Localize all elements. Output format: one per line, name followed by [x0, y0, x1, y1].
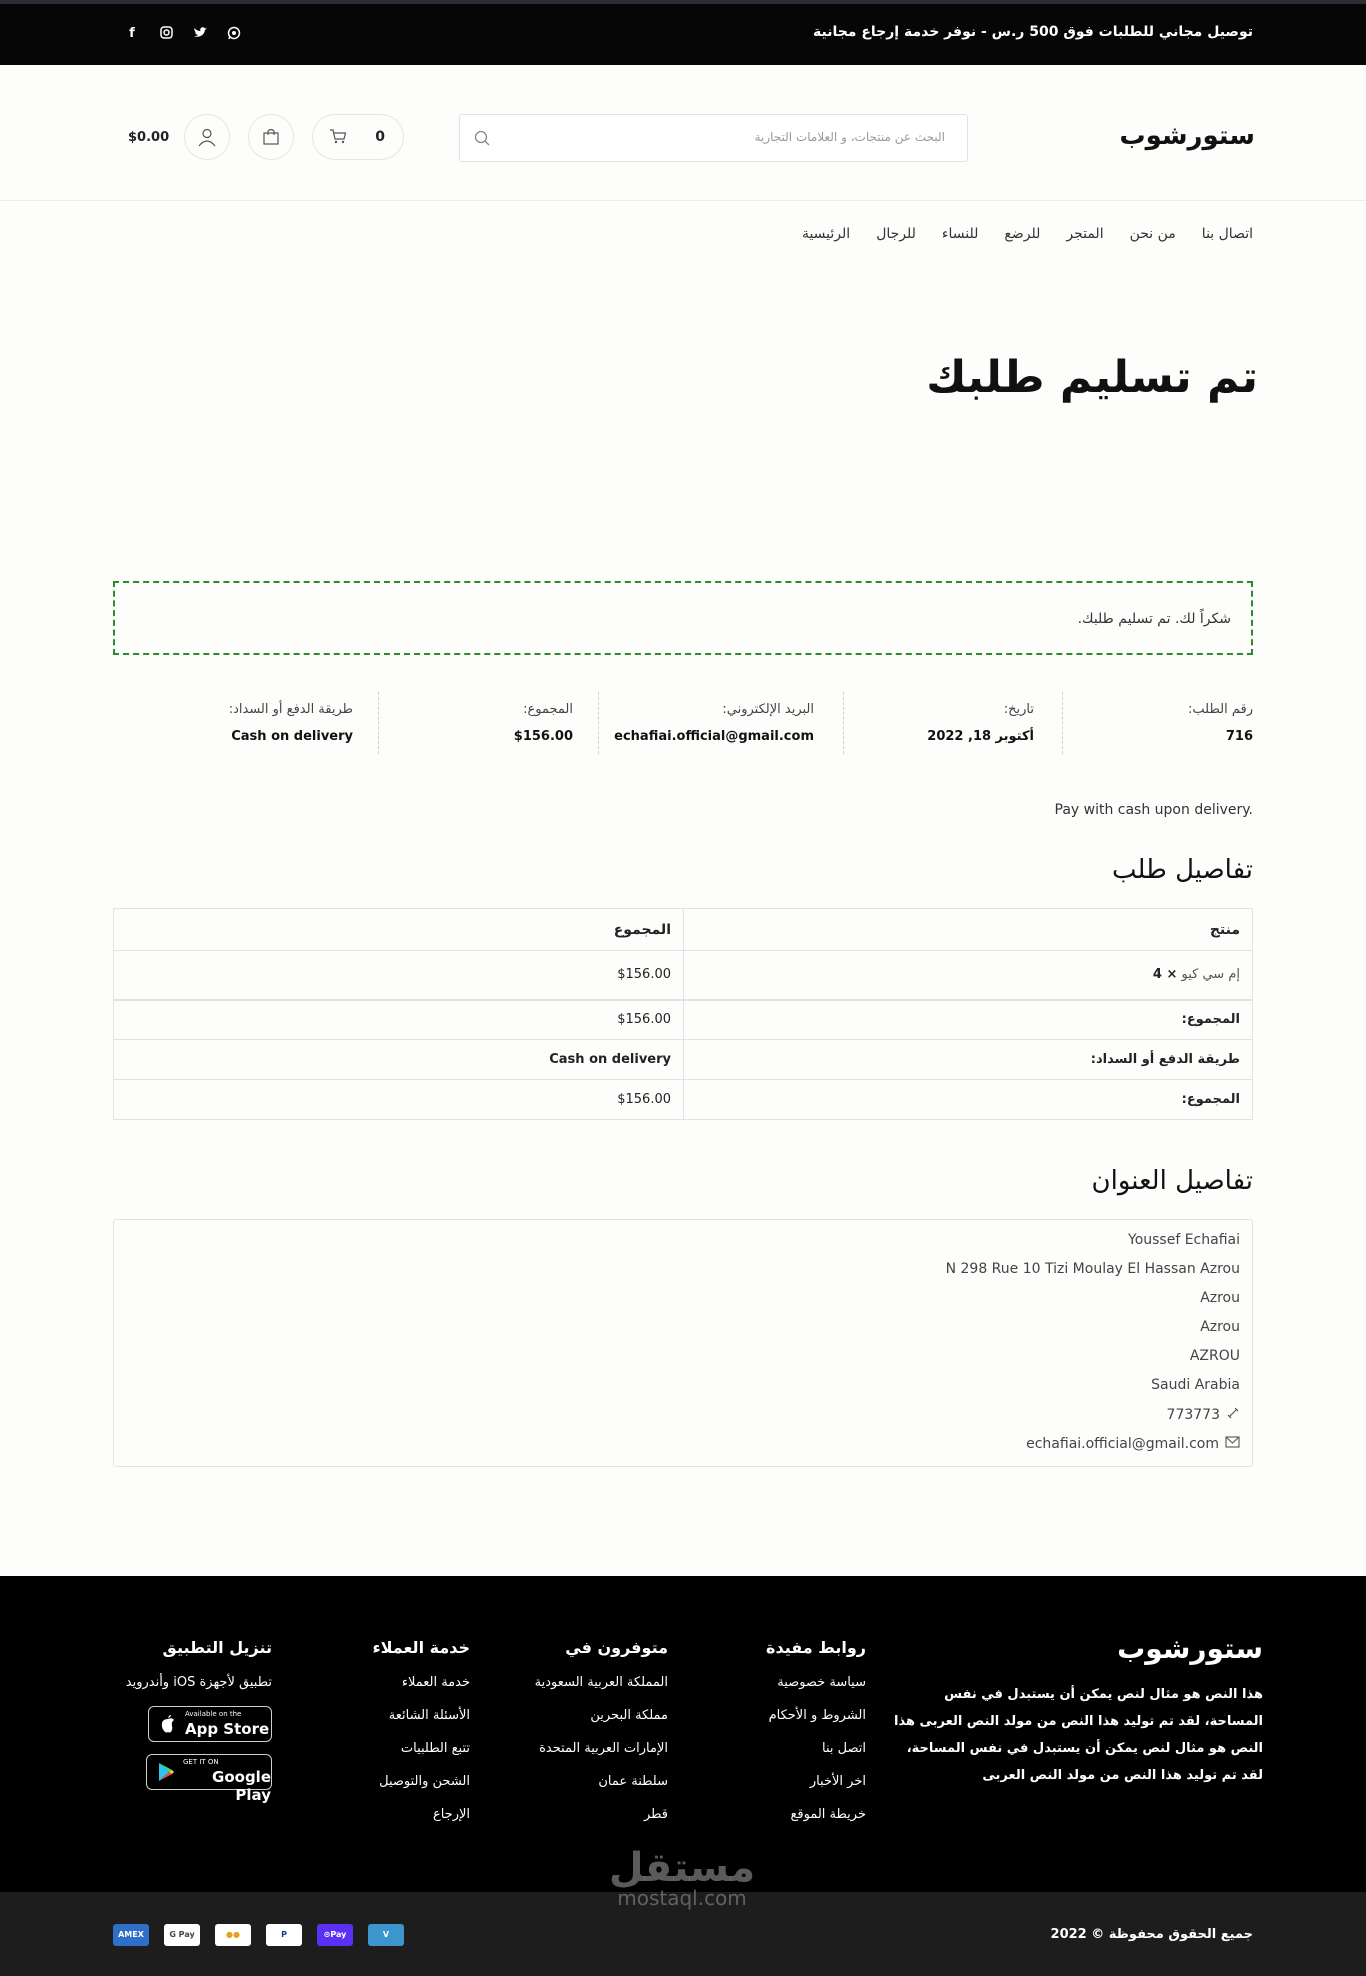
table-header-row: [114, 909, 1253, 951]
overview-order-number: [1063, 692, 1253, 754]
overview-divider: [598, 692, 599, 754]
row-value: $156.00: [114, 1000, 684, 1040]
footer-link[interactable]: تتبع الطلبيات: [400, 1741, 470, 1756]
table-row: [114, 1080, 1253, 1120]
overview-date: [864, 692, 1034, 754]
footer-link[interactable]: سياسة خصوصية: [777, 1675, 866, 1690]
table-row: [114, 951, 1253, 1000]
row-label: طريقة الدفع أو السداد:: [684, 1040, 1253, 1080]
google-play-icon: [157, 1762, 175, 1786]
footer-link[interactable]: خريطة الموقع: [790, 1807, 866, 1822]
row-label: المجموع:: [684, 1000, 1253, 1040]
overview-divider: [1062, 692, 1063, 754]
mostaql-watermark: [592, 1845, 772, 1910]
appstore-big-text: App Store: [185, 1720, 270, 1738]
footer-link[interactable]: الإرجاع: [432, 1807, 470, 1822]
overview-total: [403, 692, 573, 754]
footer-link[interactable]: سلطنة عمان: [598, 1774, 668, 1789]
overview-value: 716: [1225, 729, 1253, 744]
nav-about[interactable]: من نحن: [1129, 226, 1176, 242]
nav-contact[interactable]: اتصال بنا: [1201, 226, 1253, 242]
nav-home[interactable]: الرئيسية: [801, 226, 851, 242]
footer-link[interactable]: المملكة العربية السعودية: [534, 1675, 668, 1690]
mastercard-icon: ●●: [215, 1924, 251, 1946]
address-email-row: [1026, 1436, 1240, 1452]
search-input[interactable]: [459, 114, 968, 162]
overview-label: رقم الطلب:: [1188, 702, 1253, 717]
billing-address: [113, 1219, 1253, 1467]
promo-text: توصيل مجاني للطلبات فوق 500 ر.س - نوفر خدمة إرجاع مجانية: [812, 24, 1253, 40]
main-nav: [802, 226, 1253, 242]
overview-payment-method: [123, 692, 353, 754]
appstore-small-text: Available on the: [185, 1710, 242, 1718]
footer-column-title: روابط مفيدة: [766, 1638, 866, 1657]
apple-icon: [159, 1714, 177, 1738]
search-icon[interactable]: [472, 128, 492, 148]
overview-label: طريقة الدفع أو السداد:: [228, 702, 353, 717]
overview-label: المجموع:: [523, 702, 573, 717]
googleplay-big-text: Google Play: [212, 1768, 271, 1804]
google-play-button[interactable]: [146, 1754, 272, 1804]
overview-value: echafiai.official@gmail.com: [614, 729, 814, 744]
paypal-icon: P: [266, 1924, 302, 1946]
announcement-bar: [0, 0, 1366, 65]
cart-icon: [329, 128, 347, 148]
envelope-icon: [1225, 1436, 1240, 1452]
shoppay-icon: ⊙Pay: [317, 1924, 353, 1946]
footer-link[interactable]: قطر: [643, 1807, 668, 1822]
footer-column-title: متوفرون في: [565, 1638, 668, 1657]
address-name: Youssef Echafiai: [1128, 1232, 1240, 1248]
googleplay-small-text: GET IT ON: [183, 1758, 219, 1766]
whatsapp-icon[interactable]: [226, 26, 242, 45]
footer-customer-service: [372, 1638, 470, 1838]
nav-babies[interactable]: للرضع: [1004, 226, 1041, 242]
footer-link[interactable]: خدمة العملاء: [401, 1675, 470, 1690]
nav-women[interactable]: للنساء: [941, 226, 979, 242]
social-links: [124, 26, 242, 45]
footer-useful-links: [766, 1638, 866, 1838]
address-region: AZROU: [1189, 1348, 1240, 1364]
cart-total: $0.00: [128, 130, 170, 145]
phone-icon: [1226, 1406, 1240, 1424]
address-details-title: تفاصيل العنوان: [1091, 1166, 1253, 1196]
watermark-url: mostaql.com: [617, 1886, 747, 1910]
row-value: $156.00: [114, 1080, 684, 1120]
footer-description: هذا النص هو مثال لنص يمكن أن يستبدل في نفس المساحة، لقد تم توليد هذا النص من مولد النص العربى هذا النص هو مثال لنص يمكن أن يستبدل في نفس المساحة، لقد تم توليد هذا النص من مولد النص العربى: [893, 1687, 1263, 1783]
search-placeholder: البحث عن منتجات، و العلامات التجارية: [754, 130, 945, 144]
address-phone-row: [1167, 1406, 1240, 1424]
footer-column-title: خدمة العملاء: [372, 1638, 470, 1657]
account-button[interactable]: [184, 114, 230, 160]
order-success-notice: [113, 581, 1253, 655]
address-country: Saudi Arabia: [1151, 1377, 1240, 1393]
footer-link[interactable]: اخر الأخبار: [809, 1774, 866, 1789]
overview-value: أكتوبر 18, 2022: [927, 729, 1034, 744]
nav-men[interactable]: للرجال: [876, 226, 916, 242]
site-header: [0, 65, 1366, 201]
venmo-icon: V: [368, 1924, 404, 1946]
address-street: N 298 Rue 10 Tizi Moulay El Hassan Azrou: [945, 1261, 1240, 1277]
overview-label: تاريخ:: [1003, 702, 1034, 717]
cart-button[interactable]: [312, 114, 404, 160]
bag-button[interactable]: [248, 114, 294, 160]
address-city: Azrou: [1200, 1290, 1240, 1306]
watermark-logo-text: مستقل: [608, 1845, 756, 1891]
cart-count: 0: [375, 129, 385, 145]
payment-note: Pay with cash upon delivery.: [1054, 802, 1253, 818]
amex-icon: AMEX: [113, 1924, 149, 1946]
footer-link[interactable]: الإمارات العربية المتحدة: [539, 1741, 668, 1756]
footer-link[interactable]: الشروط و الأحكام: [768, 1708, 866, 1723]
table-row: [114, 1000, 1253, 1040]
phone-number: 773773: [1166, 1407, 1220, 1423]
table-row: [114, 1040, 1253, 1080]
row-label: المجموع:: [684, 1080, 1253, 1120]
footer-link[interactable]: مملكة البحرين: [590, 1708, 668, 1723]
column-header-product: منتج: [684, 909, 1253, 951]
instagram-icon[interactable]: [158, 26, 174, 45]
email-address: echafiai.official@gmail.com: [1026, 1436, 1219, 1452]
payment-methods: [113, 1924, 404, 1946]
page-title: تم تسليم طلبك: [926, 352, 1258, 403]
site-logo[interactable]: ستورشوب: [1119, 121, 1255, 151]
footer-logo[interactable]: ستورشوب: [1117, 1632, 1263, 1665]
row-value: Cash on delivery: [114, 1040, 684, 1080]
column-header-total: المجموع: [114, 909, 684, 951]
app-store-button[interactable]: [148, 1706, 272, 1742]
twitter-icon[interactable]: [192, 26, 208, 45]
gpay-icon: G Pay: [164, 1924, 200, 1946]
overview-divider: [378, 692, 379, 754]
footer-app-download: [125, 1638, 272, 1804]
overview-divider: [843, 692, 844, 754]
notice-text: شكراً لك. تم تسليم طلبك.: [1077, 611, 1231, 627]
address-city-2: Azrou: [1200, 1319, 1240, 1335]
footer-column-title: تنزيل التطبيق: [162, 1638, 272, 1657]
overview-value: $156.00: [513, 729, 573, 744]
overview-label: البريد الإلكتروني:: [722, 702, 814, 717]
order-details-table: [113, 908, 1253, 1120]
product-total: $156.00: [114, 951, 684, 1000]
product-qty: × 4: [1152, 967, 1178, 983]
footer-link[interactable]: الأسئلة الشائعة: [388, 1708, 470, 1723]
overview-value: Cash on delivery: [231, 729, 353, 744]
order-overview: [113, 692, 1253, 754]
footer-link[interactable]: الشحن والتوصيل: [379, 1774, 470, 1789]
app-subtitle: تطبيق لأجهزة iOS وأندرويد: [125, 1675, 272, 1690]
copyright-text: جميع الحقوق محفوظة © 2022: [1050, 1927, 1253, 1942]
order-details-title: تفاصيل طلب: [1111, 855, 1253, 885]
overview-email: [599, 692, 814, 754]
footer-available-in: [535, 1638, 668, 1838]
product-name[interactable]: إم سي كيو: [1181, 967, 1240, 983]
nav-shop[interactable]: المتجر: [1066, 226, 1104, 242]
facebook-icon[interactable]: f: [129, 26, 135, 41]
product-cell: [684, 951, 1253, 1000]
footer-link[interactable]: اتصل بنا: [822, 1741, 866, 1756]
